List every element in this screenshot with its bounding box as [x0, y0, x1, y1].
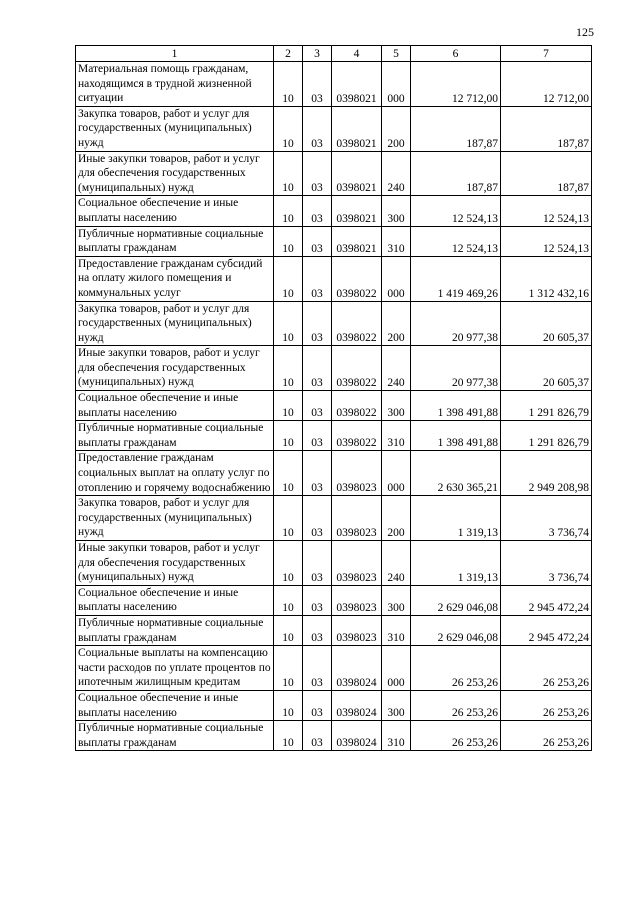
target-article-code: 0398023	[332, 585, 382, 615]
table-row	[76, 646, 592, 691]
section-code: 10	[274, 62, 303, 107]
amount-col7: 20 605,37	[501, 346, 592, 391]
header-cell: 4	[332, 46, 382, 62]
row-name: Материальная помощь гражданам, находящимся в трудной жизненной ситуации	[76, 62, 274, 107]
amount-col6: 26 253,26	[411, 646, 501, 691]
section-code: 10	[274, 256, 303, 301]
budget-table	[75, 45, 592, 751]
table-row	[76, 151, 592, 196]
table-row	[76, 256, 592, 301]
amount-col7: 187,87	[501, 106, 592, 151]
target-article-code: 0398021	[332, 106, 382, 151]
subsection-code: 03	[303, 541, 332, 586]
amount-col7: 3 736,74	[501, 541, 592, 586]
section-code: 10	[274, 301, 303, 346]
row-name: Публичные нормативные социальные выплаты гражданам	[76, 721, 274, 751]
expense-type-code: 240	[382, 541, 411, 586]
expense-type-code: 000	[382, 646, 411, 691]
table-row	[76, 62, 592, 107]
expense-type-code: 310	[382, 226, 411, 256]
row-name: Социальное обеспечение и иные выплаты населению	[76, 196, 274, 226]
subsection-code: 03	[303, 421, 332, 451]
expense-type-code: 300	[382, 585, 411, 615]
table-row	[76, 391, 592, 421]
header-cell: 3	[303, 46, 332, 62]
expense-type-code: 000	[382, 256, 411, 301]
subsection-code: 03	[303, 62, 332, 107]
amount-col6: 1 319,13	[411, 496, 501, 541]
expense-type-code: 000	[382, 62, 411, 107]
section-code: 10	[274, 106, 303, 151]
row-name: Публичные нормативные социальные выплаты гражданам	[76, 615, 274, 645]
amount-col6: 20 977,38	[411, 301, 501, 346]
amount-col6: 187,87	[411, 106, 501, 151]
amount-col7: 2 949 208,98	[501, 451, 592, 496]
amount-col7: 12 524,13	[501, 226, 592, 256]
amount-col7: 20 605,37	[501, 301, 592, 346]
row-name: Закупка товаров, работ и услуг для государственных (муниципальных) нужд	[76, 496, 274, 541]
target-article-code: 0398022	[332, 301, 382, 346]
amount-col6: 1 398 491,88	[411, 391, 501, 421]
amount-col7: 1 291 826,79	[501, 391, 592, 421]
section-code: 10	[274, 151, 303, 196]
subsection-code: 03	[303, 496, 332, 541]
header-cell: 2	[274, 46, 303, 62]
amount-col7: 1 291 826,79	[501, 421, 592, 451]
subsection-code: 03	[303, 451, 332, 496]
subsection-code: 03	[303, 256, 332, 301]
subsection-code: 03	[303, 301, 332, 346]
target-article-code: 0398022	[332, 391, 382, 421]
expense-type-code: 240	[382, 151, 411, 196]
amount-col6: 1 419 469,26	[411, 256, 501, 301]
subsection-code: 03	[303, 646, 332, 691]
table-row	[76, 421, 592, 451]
table-body	[76, 62, 592, 751]
target-article-code: 0398023	[332, 451, 382, 496]
subsection-code: 03	[303, 721, 332, 751]
section-code: 10	[274, 226, 303, 256]
subsection-code: 03	[303, 106, 332, 151]
subsection-code: 03	[303, 151, 332, 196]
row-name: Социальные выплаты на компенсацию части расходов по уплате процентов по ипотечным жилищным кредитам	[76, 646, 274, 691]
amount-col7: 12 712,00	[501, 62, 592, 107]
target-article-code: 0398021	[332, 196, 382, 226]
target-article-code: 0398024	[332, 690, 382, 720]
table-row	[76, 690, 592, 720]
header-cell: 7	[501, 46, 592, 62]
section-code: 10	[274, 496, 303, 541]
expense-type-code: 200	[382, 106, 411, 151]
amount-col7: 187,87	[501, 151, 592, 196]
amount-col7: 26 253,26	[501, 690, 592, 720]
amount-col7: 2 945 472,24	[501, 585, 592, 615]
amount-col6: 1 319,13	[411, 541, 501, 586]
section-code: 10	[274, 391, 303, 421]
amount-col7: 2 945 472,24	[501, 615, 592, 645]
subsection-code: 03	[303, 196, 332, 226]
expense-type-code: 000	[382, 451, 411, 496]
target-article-code: 0398024	[332, 646, 382, 691]
row-name: Социальное обеспечение и иные выплаты населению	[76, 391, 274, 421]
section-code: 10	[274, 690, 303, 720]
amount-col7: 26 253,26	[501, 646, 592, 691]
subsection-code: 03	[303, 690, 332, 720]
amount-col6: 2 630 365,21	[411, 451, 501, 496]
subsection-code: 03	[303, 226, 332, 256]
target-article-code: 0398021	[332, 62, 382, 107]
table-row	[76, 721, 592, 751]
expense-type-code: 310	[382, 615, 411, 645]
expense-type-code: 310	[382, 421, 411, 451]
expense-type-code: 300	[382, 196, 411, 226]
row-name: Иные закупки товаров, работ и услуг для обеспечения государственных (муниципальных) нужд	[76, 346, 274, 391]
amount-col6: 12 524,13	[411, 226, 501, 256]
target-article-code: 0398021	[332, 226, 382, 256]
expense-type-code: 300	[382, 391, 411, 421]
section-code: 10	[274, 646, 303, 691]
table-row	[76, 585, 592, 615]
table-row	[76, 301, 592, 346]
target-article-code: 0398022	[332, 346, 382, 391]
amount-col6: 1 398 491,88	[411, 421, 501, 451]
header-row	[76, 46, 592, 62]
target-article-code: 0398022	[332, 421, 382, 451]
amount-col6: 2 629 046,08	[411, 585, 501, 615]
row-name: Иные закупки товаров, работ и услуг для обеспечения государственных (муниципальных) нужд	[76, 541, 274, 586]
section-code: 10	[274, 615, 303, 645]
expense-type-code: 200	[382, 301, 411, 346]
row-name: Публичные нормативные социальные выплаты гражданам	[76, 226, 274, 256]
row-name: Закупка товаров, работ и услуг для государственных (муниципальных) нужд	[76, 301, 274, 346]
row-name: Социальное обеспечение и иные выплаты населению	[76, 585, 274, 615]
target-article-code: 0398021	[332, 151, 382, 196]
amount-col6: 187,87	[411, 151, 501, 196]
section-code: 10	[274, 421, 303, 451]
table-row	[76, 346, 592, 391]
section-code: 10	[274, 346, 303, 391]
table-row	[76, 541, 592, 586]
amount-col7: 26 253,26	[501, 721, 592, 751]
table-row	[76, 451, 592, 496]
amount-col6: 12 524,13	[411, 196, 501, 226]
target-article-code: 0398023	[332, 541, 382, 586]
row-name: Иные закупки товаров, работ и услуг для обеспечения государственных (муниципальных) нужд	[76, 151, 274, 196]
header-cell: 6	[411, 46, 501, 62]
section-code: 10	[274, 541, 303, 586]
amount-col6: 20 977,38	[411, 346, 501, 391]
amount-col7: 12 524,13	[501, 196, 592, 226]
target-article-code: 0398022	[332, 256, 382, 301]
table-row	[76, 226, 592, 256]
header-cell: 1	[76, 46, 274, 62]
amount-col6: 26 253,26	[411, 690, 501, 720]
amount-col7: 3 736,74	[501, 496, 592, 541]
section-code: 10	[274, 451, 303, 496]
target-article-code: 0398024	[332, 721, 382, 751]
amount-col6: 2 629 046,08	[411, 615, 501, 645]
expense-type-code: 310	[382, 721, 411, 751]
target-article-code: 0398023	[332, 496, 382, 541]
header-cell: 5	[382, 46, 411, 62]
expense-type-code: 200	[382, 496, 411, 541]
target-article-code: 0398023	[332, 615, 382, 645]
table-row	[76, 615, 592, 645]
row-name: Предоставление гражданам субсидий на оплату жилого помещения и коммунальных услуг	[76, 256, 274, 301]
section-code: 10	[274, 585, 303, 615]
subsection-code: 03	[303, 585, 332, 615]
table-row	[76, 196, 592, 226]
amount-col6: 12 712,00	[411, 62, 501, 107]
page-number: 125	[576, 25, 594, 39]
row-name: Предоставление гражданам социальных выплат на оплату услуг по отоплению и горячему водоснабжению	[76, 451, 274, 496]
section-code: 10	[274, 196, 303, 226]
section-code: 10	[274, 721, 303, 751]
subsection-code: 03	[303, 346, 332, 391]
row-name: Публичные нормативные социальные выплаты гражданам	[76, 421, 274, 451]
amount-col7: 1 312 432,16	[501, 256, 592, 301]
amount-col6: 26 253,26	[411, 721, 501, 751]
row-name: Социальное обеспечение и иные выплаты населению	[76, 690, 274, 720]
row-name: Закупка товаров, работ и услуг для государственных (муниципальных) нужд	[76, 106, 274, 151]
subsection-code: 03	[303, 391, 332, 421]
subsection-code: 03	[303, 615, 332, 645]
table-row	[76, 496, 592, 541]
expense-type-code: 240	[382, 346, 411, 391]
expense-type-code: 300	[382, 690, 411, 720]
table-row	[76, 106, 592, 151]
